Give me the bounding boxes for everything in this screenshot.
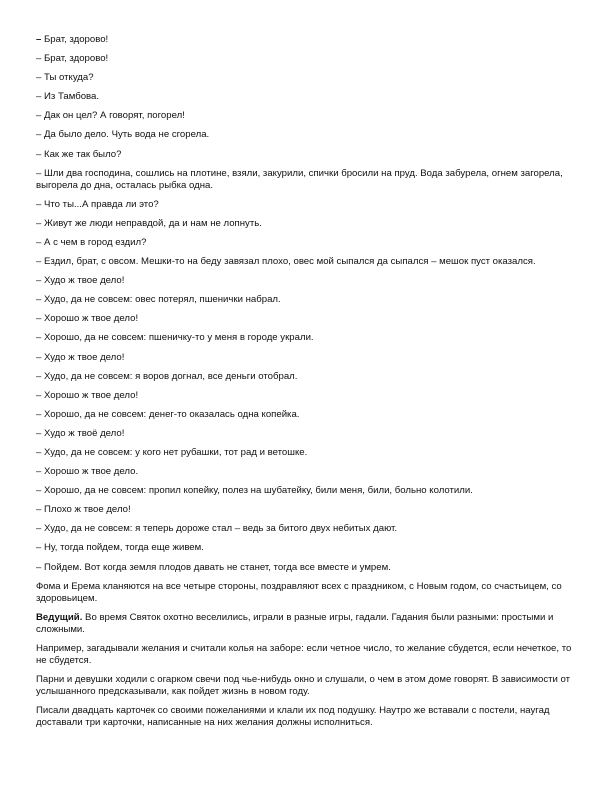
dialogue-line: – Как же так было? xyxy=(36,148,122,160)
dialogue-line: – Живут же люди неправдой, да и нам не лопнуть. xyxy=(36,217,262,229)
dialogue-line: – Худо ж твое дело! xyxy=(36,351,125,363)
dialogue-line: – Худо, да не совсем: овес потерял, пшенички набрал. xyxy=(36,294,281,306)
dialogue-line: – Ну, тогда пойдем, тогда еще живем. xyxy=(36,542,204,554)
dialogue-line: – Худо ж твоё дело! xyxy=(36,427,125,439)
body-paragraph: Парни и девушки ходили с огарком свечи под чье-нибудь окно и слушали, о чем в этом доме говорят. В зависимости от услышанного предсказывали, как пойдет жизнь в новом году. xyxy=(36,673,571,697)
dialogue-line: – Хорошо, да не совсем: пшеничку-то у меня в городе украли. xyxy=(36,332,314,344)
dialogue-line: – Хорошо, да не совсем: пропил копейку, полез на шубатейку, били меня, били, больно колотили. xyxy=(36,485,473,497)
host-label: Ведущий. xyxy=(36,611,83,623)
dialogue-line: – Ездил, брат, с овсом. Мешки-то на беду завязал плохо, овес мой сыпался да сыпался – мешок пуст оказался. xyxy=(36,256,536,268)
dialogue-line: – Да было дело. Чуть вода не сгорела. xyxy=(36,129,210,141)
dialogue-line: – Брат, здорово! xyxy=(36,53,109,65)
body-paragraph: Например, загадывали желания и считали колья на заборе: если четное число, то желание сбудется, если нечеткое, то не сбудется. xyxy=(36,642,572,666)
body-paragraph: Писали двадцать карточек со своими пожеланиями и клали их под подушку. Наутро же вставали с постели, наугад доставали три карточки, написанные на них желания должны исполниться. xyxy=(36,705,550,728)
dialogue-line xyxy=(36,34,576,46)
dialogue-line: – Что ты...А правда ли это? xyxy=(36,198,159,210)
dialogue-line: – Худо ж твое дело! xyxy=(36,275,125,287)
dialogue-line: – Ты откуда? xyxy=(36,72,94,84)
host-paragraph xyxy=(36,612,576,636)
dialogue-line: – Худо, да не совсем: у кого нет рубашки, тот рад и ветошке. xyxy=(36,446,308,458)
dialogue-line: – Худо, да не совсем: я теперь дороже стал – ведь за битого двух небитых дают. xyxy=(36,523,398,535)
host-text: Во время Святок охотно веселились, играли в разные игры, гадали. Гадания были разными: простыми и сложными. xyxy=(36,611,554,635)
dialogue-dash: – xyxy=(36,34,42,45)
dialogue-line: – Из Тамбова. xyxy=(36,91,100,103)
dialogue-text: Брат, здорово! xyxy=(44,34,109,45)
dialogue-line: – Шли два господина, сошлись на плотине, взяли, закурили, спички бросили на пруд. Вода забурела, огнем загорела, выгорела до дна, осталась рыбка одна. xyxy=(36,167,563,191)
dialogue-line: – Хорошо ж твое дело. xyxy=(36,466,139,478)
dialogue-line: – Хорошо ж твое дело! xyxy=(36,313,139,325)
dialogue-line: – А с чем в город ездил? xyxy=(36,236,147,248)
dialogue-line: – Дак он цел? А говорят, погорел! xyxy=(36,110,185,122)
document-body xyxy=(36,34,576,736)
dialogue-line: – Плохо ж твое дело! xyxy=(36,504,131,516)
narration-paragraph: Фома и Ерема кланяются на все четыре стороны, поздравляют всех с праздником, с Новым годом, со счастьицем, со здоровьицем. xyxy=(36,580,562,604)
dialogue-line: – Пойдем. Вот когда земля плодов давать не станет, тогда все вместе и умрем. xyxy=(36,561,391,573)
dialogue-line: – Хорошо, да не совсем: денег-то оказалась одна копейка. xyxy=(36,408,300,420)
dialogue-line: – Хорошо ж твое дело! xyxy=(36,389,139,401)
dialogue-line: – Худо, да не совсем: я воров догнал, все деньги отобрал. xyxy=(36,370,298,382)
